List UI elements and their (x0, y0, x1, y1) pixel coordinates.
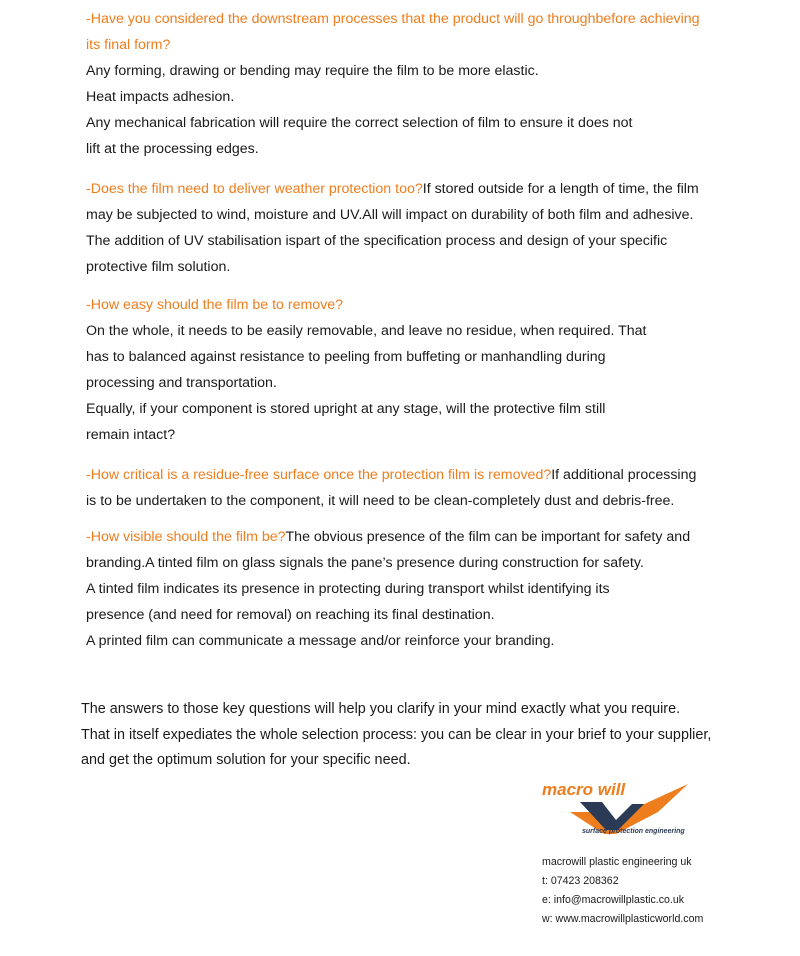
body-text: may be subjected to wind, moisture and UV.All will impact on durability of both film and adhesive. (86, 207, 694, 223)
body-text: processing and transportation. (86, 375, 277, 391)
text-line (86, 206, 693, 224)
text-line (86, 258, 230, 276)
body-text: Any forming, drawing or bending may require the film to be more elastic. (86, 63, 539, 79)
body-text: remain intact? (86, 427, 176, 443)
text-line (86, 606, 495, 624)
body-text: branding.A tinted film on glass signals the pane’s presence during construction for safety. (86, 555, 644, 571)
body-text: The obvious presence of the film can be important for safety and (285, 529, 691, 545)
text-line (86, 426, 175, 444)
text-line (86, 180, 699, 198)
closing-line: That in itself expediates the whole selection process: you can be clear in your brief to your supplier, (81, 727, 712, 743)
text-line (86, 554, 644, 572)
text-line (86, 114, 632, 132)
contact-phone: t: 07423 208362 (542, 875, 619, 887)
text-line (86, 232, 667, 250)
text-line (86, 374, 277, 392)
text-line (86, 10, 700, 28)
text-line (86, 140, 259, 158)
body-text: protective film solution. (86, 259, 231, 275)
text-line (86, 322, 647, 340)
body-text: Equally, if your component is stored upright at any stage, will the protective film still (86, 401, 606, 417)
body-text: If stored outside for a length of time, the film (422, 181, 699, 197)
question-heading: its final form? (86, 37, 171, 53)
body-text: lift at the processing edges. (86, 141, 259, 157)
text-line (86, 400, 605, 418)
text-line (86, 36, 170, 54)
contact-web: w: www.macrowillplasticworld.com (542, 913, 704, 925)
text-line (86, 580, 610, 598)
text-line (86, 466, 696, 484)
closing-line: The answers to those key questions will help you clarify in your mind exactly what you require. (81, 701, 681, 717)
text-line (86, 348, 606, 366)
body-text: A printed film can communicate a message and/or reinforce your branding. (86, 633, 555, 649)
body-text: Any mechanical fabrication will require the correct selection of film to ensure it does not (86, 115, 633, 131)
body-text: Heat impacts adhesion. (86, 89, 235, 105)
text-line (86, 88, 234, 106)
body-text: is to be undertaken to the component, it will need to be clean-completely dust and debris-free. (86, 493, 675, 509)
closing-line: and get the optimum solution for your specific need. (81, 752, 411, 768)
contact-company: macrowill plastic engineering uk (542, 856, 692, 868)
text-line (86, 296, 343, 314)
logo-tagline: surface protection engineering (582, 828, 685, 835)
body-text: If additional processing (551, 467, 697, 483)
text-line (86, 492, 674, 510)
macrowill-logo (540, 778, 700, 838)
text-line (86, 62, 539, 80)
question-heading: -Have you considered the downstream processes that the product will go throughbefore achieving (86, 11, 700, 27)
question-heading: -Does the film need to deliver weather protection too? (86, 181, 423, 197)
text-line (86, 528, 690, 546)
logo-brand-text: macro will (542, 780, 626, 799)
text-line (86, 632, 554, 650)
question-heading: -How critical is a residue-free surface once the protection film is removed? (86, 467, 552, 483)
contact-email: e: info@macrowillplastic.co.uk (542, 894, 685, 906)
question-heading: -How visible should the film be? (86, 529, 286, 545)
body-text: A tinted film indicates its presence in protecting during transport whilst identifying its (86, 581, 610, 597)
body-text: The addition of UV stabilisation ispart of the specification process and design of your specific (86, 233, 668, 249)
body-text: presence (and need for removal) on reaching its final destination. (86, 607, 495, 623)
body-text: has to balanced against resistance to peeling from buffeting or manhandling during (86, 349, 606, 365)
body-text: On the whole, it needs to be easily removable, and leave no residue, when required. That (86, 323, 647, 339)
question-heading: -How easy should the film be to remove? (86, 297, 344, 313)
